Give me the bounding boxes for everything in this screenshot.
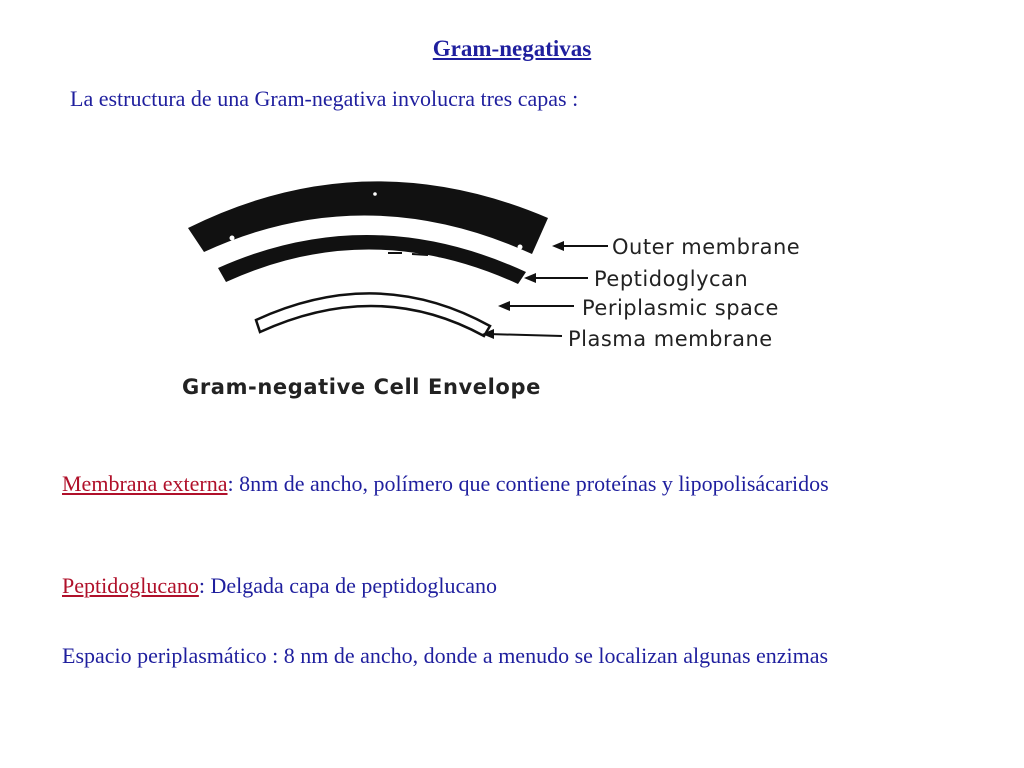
outer-membrane-speck (373, 192, 377, 196)
term-peptidoglycan: Peptidoglucano (62, 573, 199, 598)
slide-title (0, 36, 1024, 62)
peptidoglycan-arc (218, 235, 526, 284)
outer-membrane-speck (518, 245, 523, 250)
cell-envelope-diagram (170, 160, 830, 410)
paragraph-peptidoglycan-text: : Delgada capa de peptidoglucano (198, 573, 497, 598)
paragraph-outer-membrane-text: : 8nm de ancho, polímero que contiene proteínas y lipopolisácaridos (227, 471, 829, 496)
label-plasma-membrane: Plasma membrane (568, 327, 773, 351)
slide-title-text: Gram-negativas (432, 36, 592, 61)
paragraph-peptidoglycan (62, 570, 928, 601)
diagram-svg (170, 160, 830, 410)
label-peptidoglycan: Peptidoglycan (594, 267, 749, 291)
label-outer-membrane: Outer membrane (612, 235, 801, 259)
plasma-membrane-arc (256, 293, 490, 336)
intro-text: La estructura de una Gram-negativa involucra tres capas : (70, 86, 579, 111)
paragraph-outer-membrane (62, 468, 928, 499)
label-periplasmic-space: Periplasmic space (582, 296, 779, 320)
outer-membrane-speck (230, 236, 235, 241)
term-outer-membrane: Membrana externa (62, 471, 228, 496)
paragraph-periplasmic-space-text: Espacio periplasmático : 8 nm de ancho, donde a menudo se localizan algunas enzimas (62, 643, 829, 668)
diagram-caption: Gram-negative Cell Envelope (182, 375, 541, 399)
paragraph-periplasmic-space (62, 640, 928, 671)
pointer-arrows (482, 241, 608, 339)
